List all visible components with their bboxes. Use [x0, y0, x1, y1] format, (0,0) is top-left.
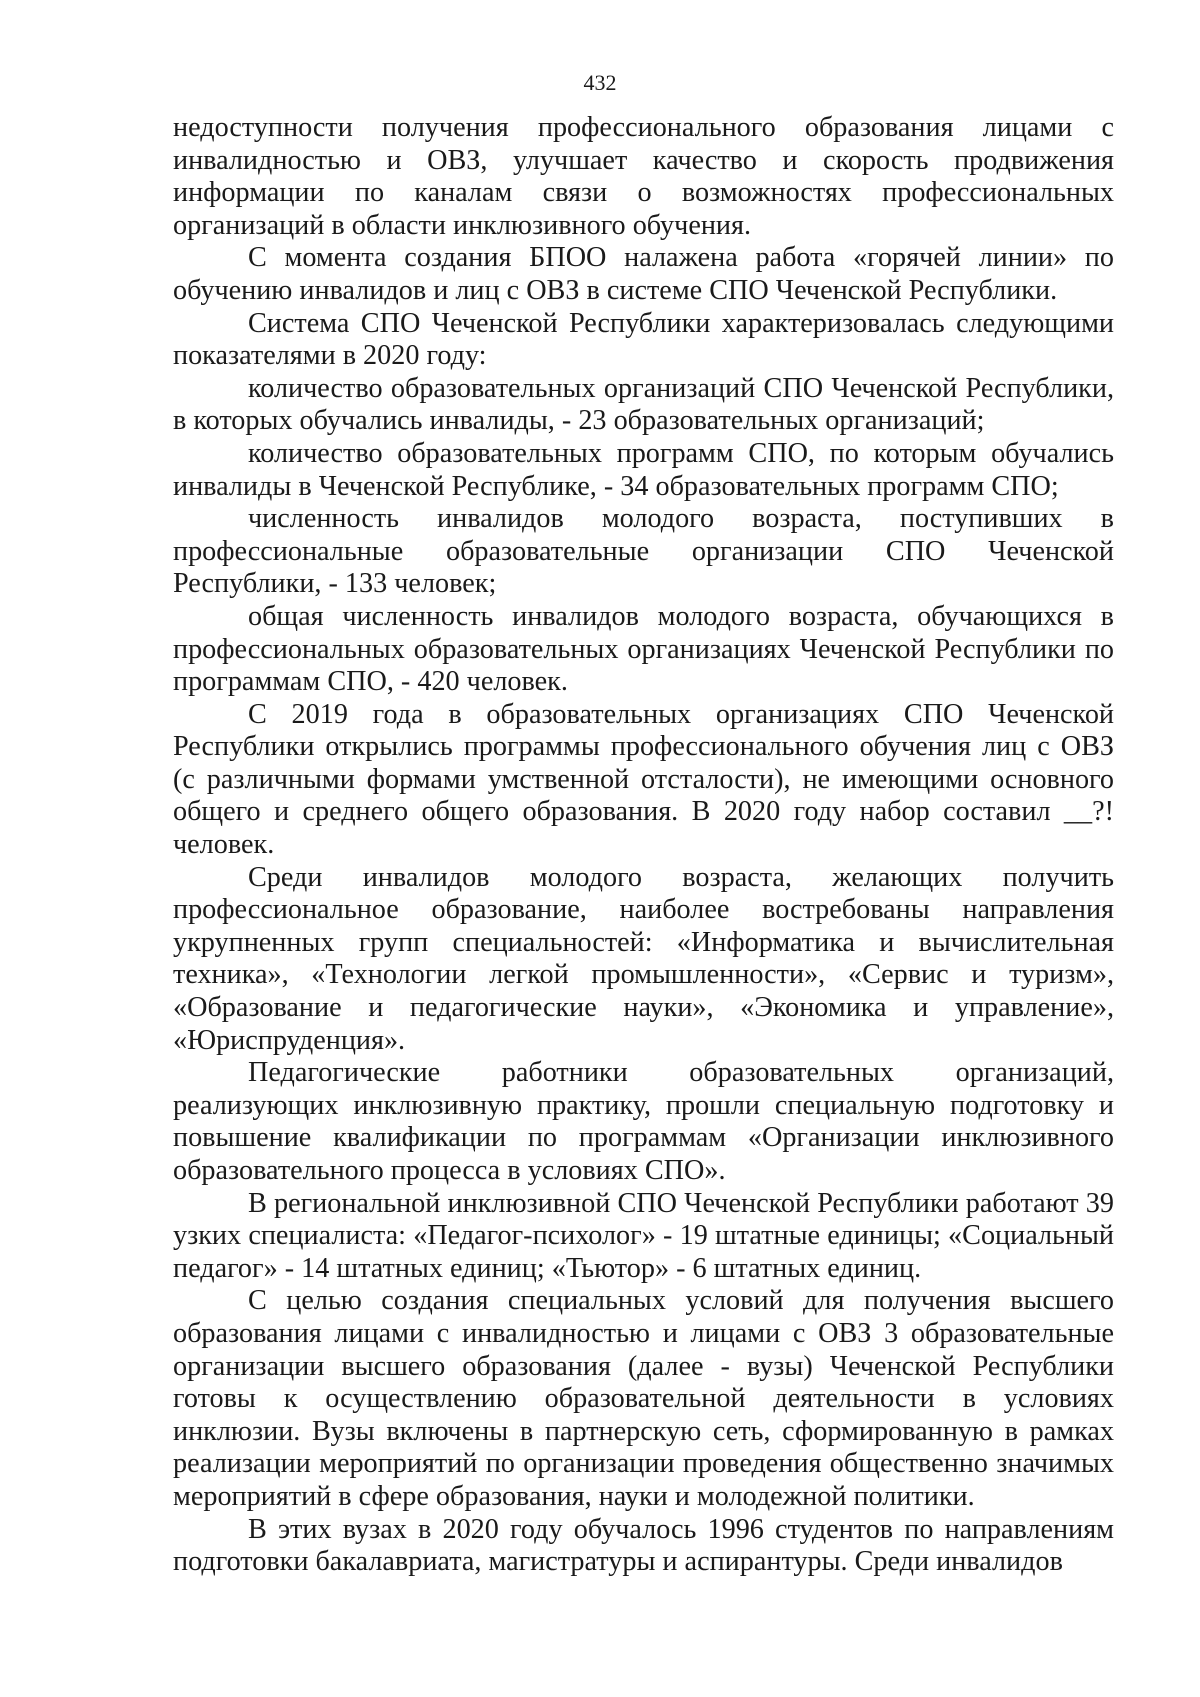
paragraph-popular-specialties: Среди инвалидов молодого возраста, желающих получить профессиональное образование, наиболее востребованы направления укрупненных групп специальностей: «Информатика и вычислительная техника», «Технологии легкой промышленности», «Сервис и туризм», «Образование и педагогические науки», «Экономика и управление», «Юриспруденция». [173, 861, 1114, 1056]
document-body [173, 112, 1114, 1579]
page-number: 432 [583, 70, 617, 95]
paragraph-organizations-count: количество образовательных организаций СПО Чеченской Республики, в которых обучались инвалиды, - 23 образовательных организаций; [173, 372, 1114, 437]
paragraph-admitted-count: численность инвалидов молодого возраста, поступивших в профессиональные образовательные организации СПО Чеченской Республики, - 133 человек; [173, 503, 1114, 600]
paragraph-total-students: общая численность инвалидов молодого возраста, обучающихся в профессиональных образовательных организациях Чеченской Республики по программам СПО, - 420 человек. [173, 600, 1114, 698]
paragraph-training-programs: С 2019 года в образовательных организациях СПО Чеченской Республики открылись программы профессионального обучения лиц с ОВЗ (с различными формами умственной отсталости), не имеющими основного общего и среднего общего образования. В 2020 году набор составил __?! человек. [173, 698, 1114, 861]
paragraph-continuation: недоступности получения профессионального образования лицами с инвалидностью и ОВЗ, улучшает качество и скорость продвижения информации по каналам связи о возможностях профессиональных организаций в области инклюзивного обучения. [173, 112, 1114, 241]
paragraph-universities-students: В этих вузах в 2020 году обучалось 1996 студентов по направлениям подготовки бакалавриата, магистратуры и аспирантуры. Среди инвалидов [173, 1513, 1114, 1578]
paragraph-higher-education: С целью создания специальных условий для получения высшего образования лицами с инвалидностью и лицами с ОВЗ 3 образовательные организации высшего образования (далее - вузы) Чеченской Республики готовы к осуществлению образовательной деятельности в условиях инклюзии. Вузы включены в партнерскую сеть, сформированную в рамках реализации мероприятий по организации проведения общественно значимых мероприятий в сфере образования, науки и молодежной политики. [173, 1285, 1114, 1512]
paragraph-programs-count: количество образовательных программ СПО, по которым обучались инвалиды в Чеченской Республике, - 34 образовательных программ СПО; [173, 437, 1114, 502]
paragraph-teacher-training: Педагогические работники образовательных организаций, реализующих инклюзивную практику, прошли специальную подготовку и повышение квалификации по программам «Организации инклюзивного образовательного процесса в условиях СПО». [173, 1057, 1114, 1186]
paragraph-indicators-intro: Система СПО Чеченской Республики характеризовалась следующими показателями в 2020 году: [173, 307, 1114, 372]
paragraph-specialists: В региональной инклюзивной СПО Чеченской Республики работают 39 узких специалиста: «Педагог-психолог» - 19 штатные единицы; «Социальный педагог» - 14 штатных единиц; «Тьютор» - 6 штатных единиц. [173, 1187, 1114, 1284]
paragraph-hotline: С момента создания БПОО налажена работа «горячей линии» по обучению инвалидов и лиц с ОВЗ в системе СПО Чеченской Республики. [173, 242, 1114, 306]
